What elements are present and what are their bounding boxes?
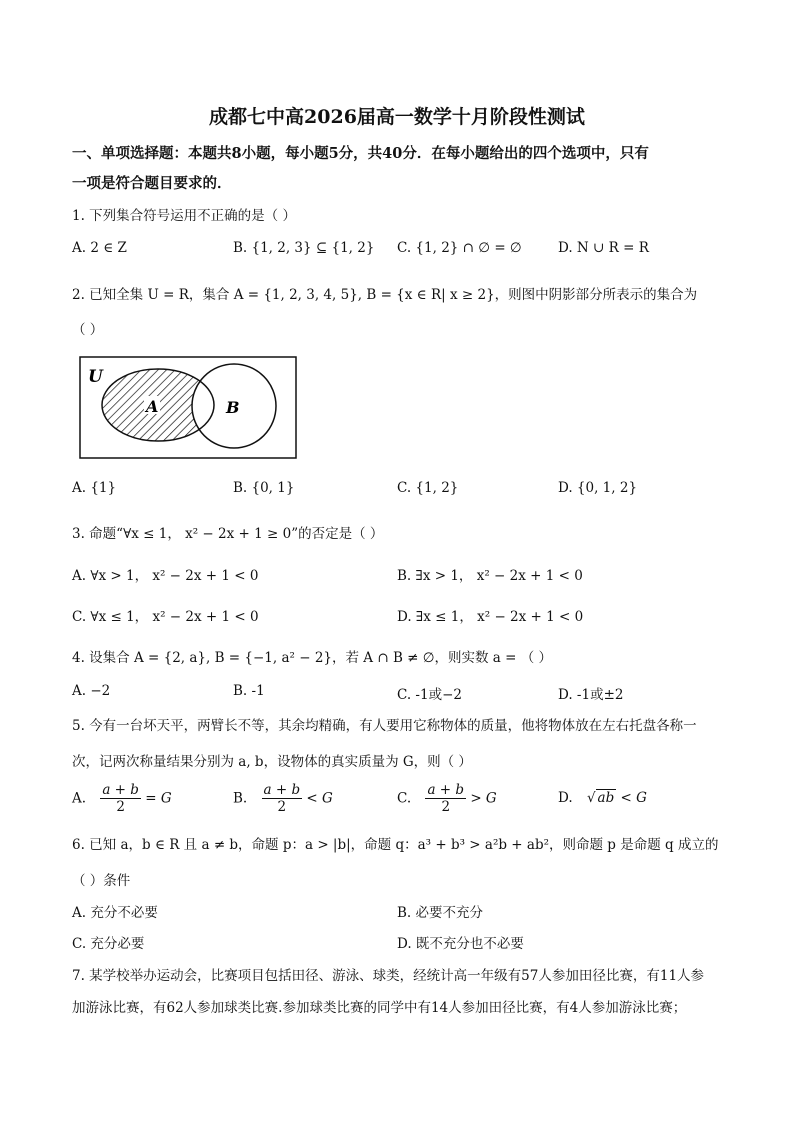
question-5-option-d: D. √ ab < G [558, 790, 647, 806]
venn-diagram [78, 356, 300, 464]
question-6-stem: 6. 已知 a，b ∈ R 且 a ≠ b，命题 p：a > |b|，命题 q：a³ + b³ > a²b + ab²，则命题 p 是命题 q 成立的 [72, 837, 719, 853]
question-6-paren: （ ）条件 [72, 873, 131, 889]
question-6-option-a: A. 充分不必要 [72, 905, 158, 921]
question-2-paren: （ ） [72, 322, 104, 338]
question-3-option-c: C. ∀x ≤ 1， x² − 2x + 1 < 0 [72, 609, 259, 625]
venn-label-b: B [226, 398, 240, 417]
question-5-stem-line2: 次，记两次称量结果分别为 a, b，设物体的真实质量为 G，则（ ） [72, 754, 472, 770]
question-6-option-d: D. 既不充分也不必要 [397, 936, 524, 952]
question-2-option-c: C. {1, 2} [397, 480, 459, 496]
venn-label-a: A [146, 397, 159, 416]
question-5-option-b: B. $\frac{a + b}{2}$ < G [233, 782, 333, 815]
page-title: 成都七中高2026届高一数学十月阶段性测试 [209, 106, 585, 128]
question-2-option-b: B. {0, 1} [233, 480, 295, 496]
question-2-option-a: A. {1} [72, 480, 117, 496]
question-2-stem: 2. 已知全集 U = R，集合 A = {1, 2, 3, 4, 5}, B = {x ∈ R| x ≥ 2}，则图中阴影部分所表示的集合为 [72, 287, 698, 303]
question-5-option-c: C. $\frac{a + b}{2}$ > G [397, 782, 497, 815]
question-4-option-a: A. −2 [72, 683, 111, 699]
question-2-option-d: D. {0, 1, 2} [558, 480, 638, 496]
question-1-option-d: D. N ∪ R = R [558, 240, 649, 256]
question-1-option-b: B. {1, 2, 3} ⊆ {1, 2} [233, 240, 375, 256]
question-3-stem: 3. 命题“∀x ≤ 1， x² − 2x + 1 ≥ 0”的否定是（ ） [72, 526, 384, 542]
question-6-option-c: C. 充分必要 [72, 936, 145, 952]
question-1-option-a: A. 2 ∈ Z [72, 240, 127, 256]
question-1-stem: 1. 下列集合符号运用不正确的是（ ） [72, 208, 296, 224]
question-3-option-a: A. ∀x > 1， x² − 2x + 1 < 0 [72, 568, 259, 584]
section-heading-line1: 一、单项选择题：本题共8小题，每小题5分，共40分．在每小题给出的四个选项中，只有 [72, 145, 649, 162]
question-4-option-d: D. -1或±2 [558, 687, 624, 703]
question-4-stem: 4. 设集合 A = {2, a}, B = {−1, a² − 2}，若 A ∩ B ≠ ∅，则实数 a = （ ） [72, 650, 553, 666]
question-7-stem-line1: 7. 某学校举办运动会，比赛项目包括田径、游泳、球类，经统计高一年级有57人参加田径比赛，有11人参 [72, 968, 705, 984]
question-3-option-b: B. ∃x > 1， x² − 2x + 1 < 0 [397, 568, 583, 584]
question-4-option-c: C. -1或−2 [397, 687, 462, 703]
question-5-option-a: A. $\frac{a + b}{2}$ = G [72, 782, 172, 815]
question-7-stem-line2: 加游泳比赛，有62人参加球类比赛.参加球类比赛的同学中有14人参加田径比赛，有4人参加游泳比赛； [72, 1000, 687, 1016]
question-1-option-c: C. {1, 2} ∩ ∅ = ∅ [397, 240, 522, 256]
question-6-option-b: B. 必要不充分 [397, 905, 484, 921]
question-5-stem-line1: 5. 今有一台坏天平，两臂长不等，其余均精确，有人要用它称物体的质量，他将物体放在左右托盘各称一 [72, 718, 697, 734]
question-3-option-d: D. ∃x ≤ 1， x² − 2x + 1 < 0 [397, 609, 584, 625]
venn-label-u: U [88, 367, 103, 387]
question-4-option-b: B. -1 [233, 683, 265, 699]
section-heading-line2: 一项是符合题目要求的． [72, 175, 232, 192]
